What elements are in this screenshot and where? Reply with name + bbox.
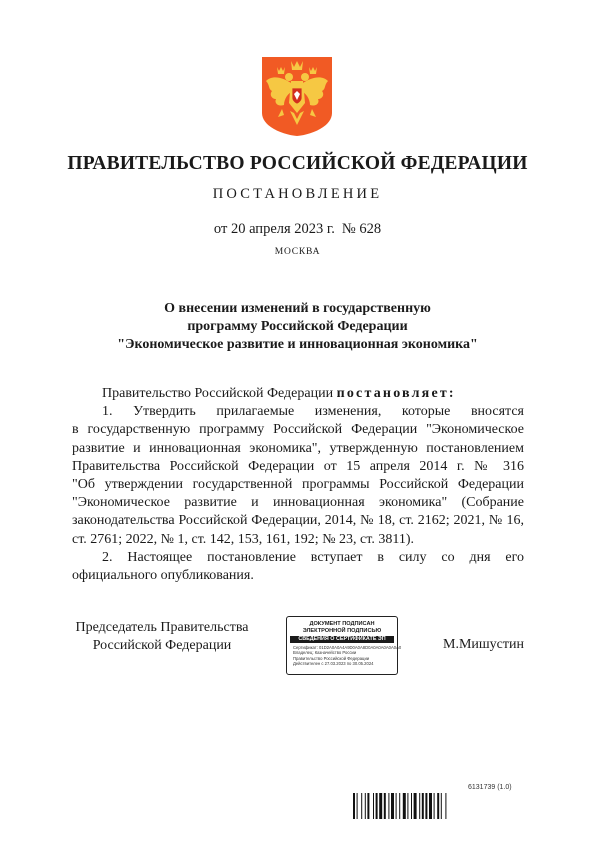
electronic-signature-stamp bbox=[286, 616, 402, 675]
barcode-bar bbox=[434, 793, 435, 819]
barcode-bar bbox=[414, 793, 417, 819]
barcode-bar bbox=[445, 793, 446, 819]
paragraph-line: развитие и инновационная экономика", утвержденную постановлением bbox=[72, 440, 524, 456]
stamp-title bbox=[287, 621, 397, 634]
stamp-validity: Действителен с 27.03.2023 по 30.05.2024 bbox=[293, 661, 374, 667]
position-line: Российской Федерации bbox=[92, 638, 232, 653]
stamp-certificate-bar: СВЕДЕНИЯ О СЕРТИФИКАТЕ ЭП bbox=[290, 636, 394, 643]
document-subject bbox=[0, 300, 595, 354]
barcode-bar bbox=[361, 793, 362, 819]
barcode-bar bbox=[353, 793, 355, 819]
barcode-bar bbox=[441, 793, 442, 819]
barcode-number: 6131739 (1.0) bbox=[468, 784, 512, 791]
barcode-bar bbox=[373, 793, 374, 819]
signatory-position bbox=[72, 619, 252, 655]
russian-coat-of-arms-icon bbox=[260, 55, 334, 137]
barcode-bar bbox=[376, 793, 378, 819]
barcode-bar bbox=[388, 793, 389, 819]
stamp-certificate-id: Сертификат: 01D2A0A0A4A9D0A0A8D0A0A0A0A0A0A0 bbox=[293, 645, 402, 650]
barcode-bar bbox=[419, 793, 420, 819]
document-body bbox=[72, 385, 524, 585]
paragraph-line: "Об утверждении государственной программы Российской Федерации bbox=[72, 477, 524, 493]
barcode-bar bbox=[357, 793, 358, 819]
date-line bbox=[0, 221, 595, 238]
intro-paragraph bbox=[72, 385, 524, 403]
paragraph-line: в государственную программу Российской Федерации "Экономическое bbox=[72, 422, 524, 438]
stamp-issuer: Правительство Российской Федерации bbox=[293, 655, 370, 661]
barcode-bar bbox=[411, 793, 412, 819]
document-type: ПОСТАНОВЛЕНИЕ bbox=[212, 186, 383, 202]
paragraph-line: 1. Утвердить прилагаемые изменения, которые вносятся bbox=[102, 404, 524, 420]
subject-line: программу Российской Федерации bbox=[187, 319, 408, 334]
government-title: ПРАВИТЕЛЬСТВО РОССИЙСКОЙ ФЕДЕРАЦИИ bbox=[67, 153, 528, 174]
subject-line: "Экономическое развитие и инновационная экономика" bbox=[117, 337, 478, 352]
stamp-title-line: ЭЛЕКТРОННОЙ ПОДПИСЬЮ bbox=[302, 627, 382, 634]
barcode-bar bbox=[396, 793, 397, 819]
barcode-bar bbox=[407, 793, 408, 819]
barcode-bar bbox=[399, 793, 400, 819]
barcode-bar bbox=[391, 793, 394, 819]
stamp-owner: Владелец: Казначейство России bbox=[293, 650, 357, 656]
intro-prefix: Правительство Российской Федерации bbox=[102, 386, 334, 401]
barcode-bar bbox=[365, 793, 366, 819]
barcode-bar bbox=[437, 793, 439, 819]
paragraph-line: официального опубликования. bbox=[72, 568, 254, 584]
barcode-bar bbox=[384, 793, 386, 819]
position-line: Председатель Правительства bbox=[75, 620, 249, 635]
subject-line: О внесении изменений в государственную bbox=[164, 301, 431, 316]
city: МОСКВА bbox=[274, 247, 321, 257]
document-number: № 628 bbox=[341, 221, 382, 237]
barcode-bar bbox=[379, 793, 382, 819]
barcode bbox=[352, 793, 524, 819]
barcode-bar bbox=[403, 793, 406, 819]
stamp-title-line: ДОКУМЕНТ ПОДПИСАН bbox=[309, 621, 375, 627]
signatory-name: М.Мишустин bbox=[443, 637, 524, 652]
barcode-bar bbox=[425, 793, 427, 819]
paragraph-line: "Экономическое развитие и инновационная экономика" (Собрание bbox=[72, 495, 524, 511]
decree-word: постановляет: bbox=[336, 386, 456, 401]
barcode-bar bbox=[367, 793, 369, 819]
paragraph-line: Правительства Российской Федерации от 15 апреля 2014 г. № 316 bbox=[72, 458, 524, 474]
barcode-bar bbox=[429, 793, 432, 819]
document-date: от 20 апреля 2023 г. bbox=[213, 221, 335, 237]
paragraph-line: 2. Настоящее постановление вступает в силу со дня его bbox=[102, 549, 524, 565]
barcode-bar bbox=[422, 793, 424, 819]
paragraph-line: законодательства Российской Федерации, 2014, № 18, ст. 2162; 2021, № 16, bbox=[72, 513, 524, 529]
paragraph-line: ст. 2761; 2022, № 1, ст. 142, 153, 161, 192; № 23, ст. 3811). bbox=[72, 531, 414, 547]
